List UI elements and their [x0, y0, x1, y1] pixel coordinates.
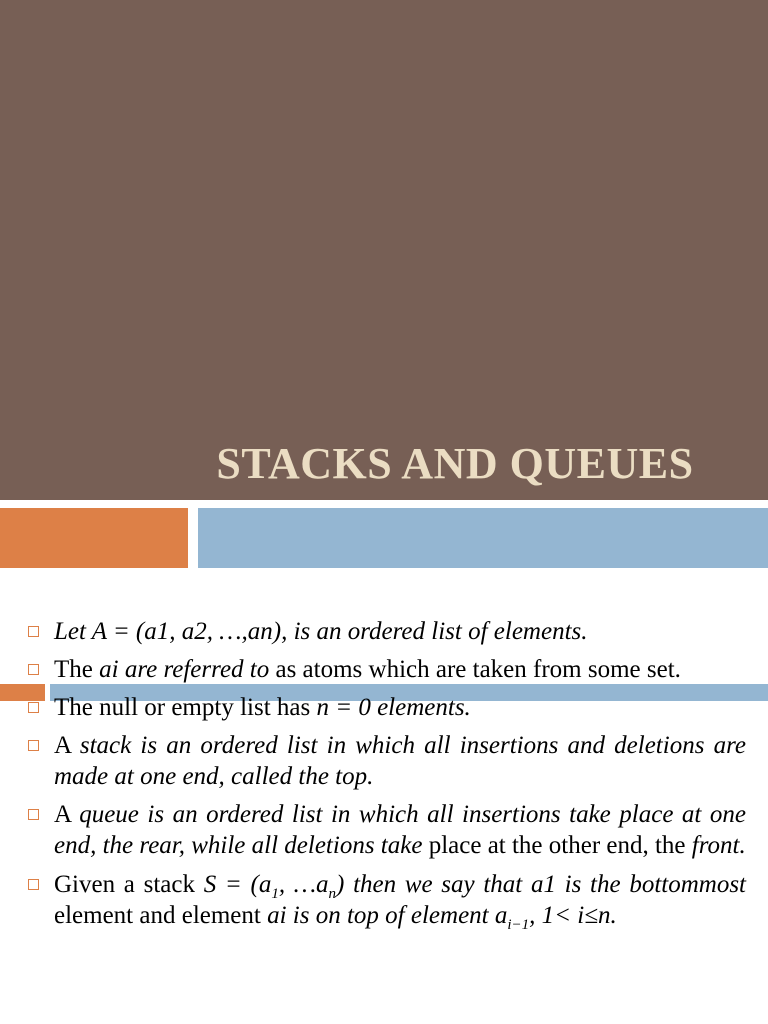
bullet-text-segment: bottommost	[629, 871, 746, 898]
bullet-text-segment: S = (a	[203, 871, 272, 898]
bullet-text-segment: , 1< i≤n.	[529, 902, 617, 929]
accent-bar-orange	[0, 508, 188, 568]
bullet-text-segment: The	[54, 656, 100, 683]
bullet-text-segment: place at the other end, the	[422, 832, 692, 859]
bullet-text-segment: A	[54, 801, 80, 828]
slide-title: STACKS AND QUEUES	[216, 439, 694, 488]
bullet-item	[0, 616, 768, 647]
bullet-text-segment: element and element	[54, 902, 268, 929]
bullet-text-segment: Given a stack	[54, 871, 204, 898]
bullet-square-icon	[28, 664, 39, 675]
bullet-text-segment: i−1	[507, 917, 530, 933]
accent-bar-blue	[198, 508, 768, 568]
bullet-square-icon	[28, 740, 39, 751]
bullet-text-segment: ) then we say that a1 is the	[336, 871, 630, 898]
bullet-text-segment: 1	[271, 886, 279, 902]
bullet-text-segment: ai are referred to	[99, 656, 270, 683]
title-panel	[0, 0, 768, 500]
bullet-item	[0, 692, 768, 723]
bullet-text-segment: Let A = (a1, a2, …,an), is an ordered list of elements.	[54, 618, 588, 645]
bullet-list	[0, 616, 768, 938]
bullet-square-icon	[28, 626, 39, 637]
bullet-square-icon	[28, 809, 39, 820]
bullet-text-segment: , …a	[278, 871, 329, 898]
content-slide	[0, 600, 768, 1024]
bullet-text-segment: A	[54, 732, 80, 759]
bullet-text-segment: n	[328, 886, 337, 902]
bullet-text-segment: stack is an ordered list in which all insertions and deletions are made at one end, called the top.	[54, 732, 746, 790]
bullet-text-segment: as atoms which are taken from some set.	[269, 656, 681, 683]
bullet-item	[0, 799, 768, 861]
bullet-text-segment: ai is on top of element a	[267, 902, 508, 929]
bullet-text-segment: The null or empty list has	[54, 694, 317, 721]
bullet-item	[0, 730, 768, 792]
bullet-text-segment: queue is an ordered list in which all insertions take place at one end, the rear, while all deletions take	[54, 801, 746, 859]
bullet-item	[0, 654, 768, 685]
bullet-text-segment: n = 0 elements.	[316, 694, 471, 721]
bullet-square-icon	[28, 702, 39, 713]
bullet-item	[0, 869, 768, 931]
bullet-text-segment: front.	[691, 832, 746, 859]
bullet-square-icon	[28, 879, 39, 890]
